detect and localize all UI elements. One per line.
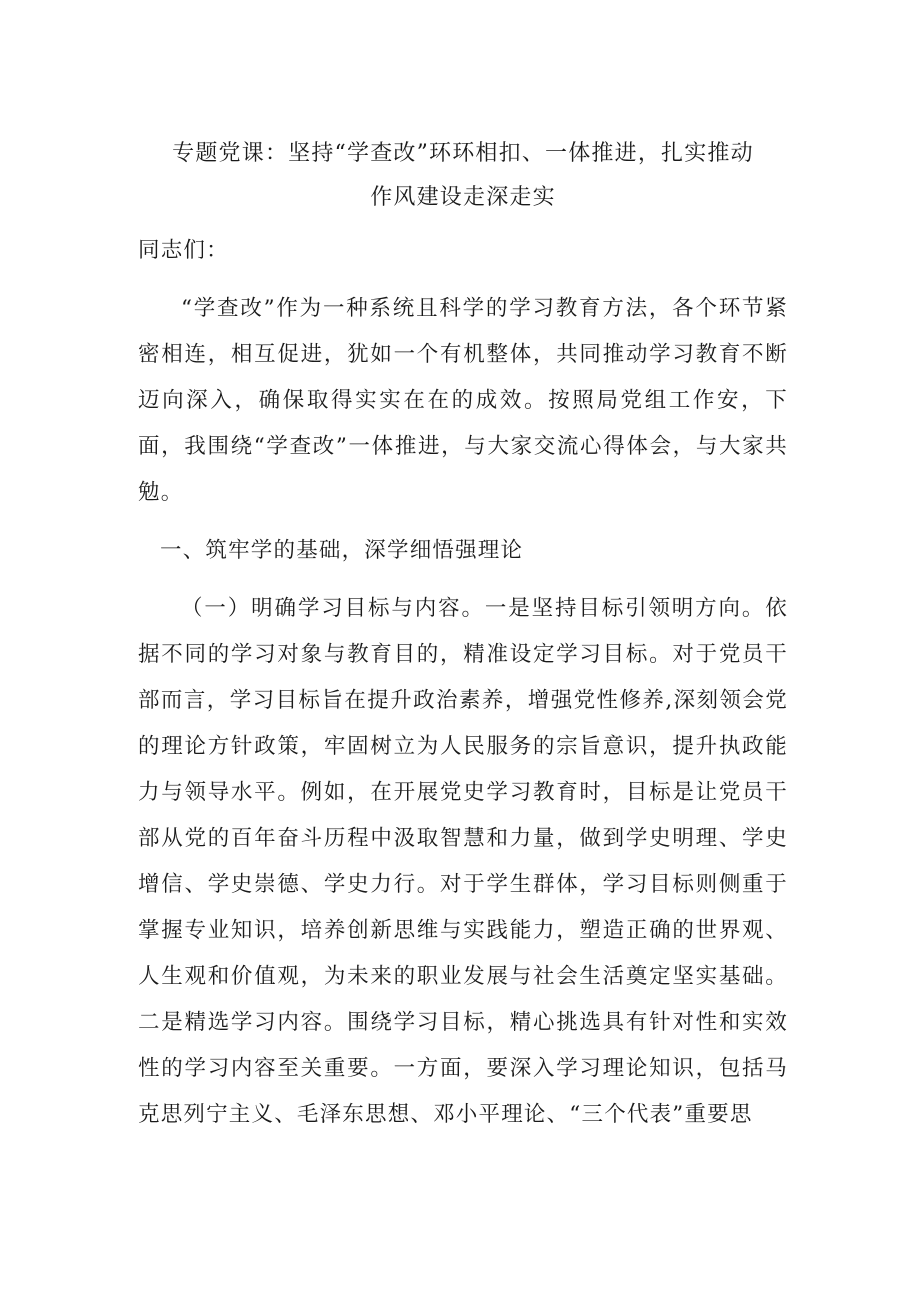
document-title: [138, 132, 788, 220]
title-line-1: 专题党课：坚持“学查改”环环相扣、一体推进，扎实推动: [172, 141, 754, 166]
section-heading: 一、筑牢学的基础，深学细悟强理论: [160, 538, 524, 563]
salutation: 同志们：: [138, 238, 229, 263]
sub-section-paragraph: （一）明确学习目标与内容。一是坚持目标引领明方向。依据不同的学习对象与教育目的，精准设定学习目标。对于党员干部而言，学习目标旨在提升政治素养，增强党性修养,深刻领会党的理论方针政策，牢固树立为人民服务的宗旨意识，提升执政能力与领导水平。例如，在开展党史学习教育时，目标是让党员干部从党的百年奋斗历程中汲取智慧和力量，做到学史明理、学史增信、学史崇德、学史力行。对于学生群体，学习目标则侧重于掌握专业知识，培养创新思维与实践能力，塑造正确的世界观、人生观和价值观，为未来的职业发展与社会生活奠定坚实基础。二是精选学习内容。围绕学习目标，精心挑选具有针对性和实效性的学习内容至关重要。一方面，要深入学习理论知识，包括马克思列宁主义、毛泽东思想、邓小平理论、“三个代表”重要思: [138, 596, 788, 1127]
title-line-2: 作风建设走深走实: [370, 185, 556, 210]
document-body: [138, 132, 788, 1138]
intro-paragraph: “学查改”作为一种系统且科学的学习教育方法，各个环节紧密相连，相互促进，犹如一个有机整体，共同推动学习教育不断迈向深入，确保取得实实在在的成效。按照局党组工作安，下面，我围绕“学查改”一体推进，与大家交流心得体会，与大家共勉。: [138, 296, 788, 505]
